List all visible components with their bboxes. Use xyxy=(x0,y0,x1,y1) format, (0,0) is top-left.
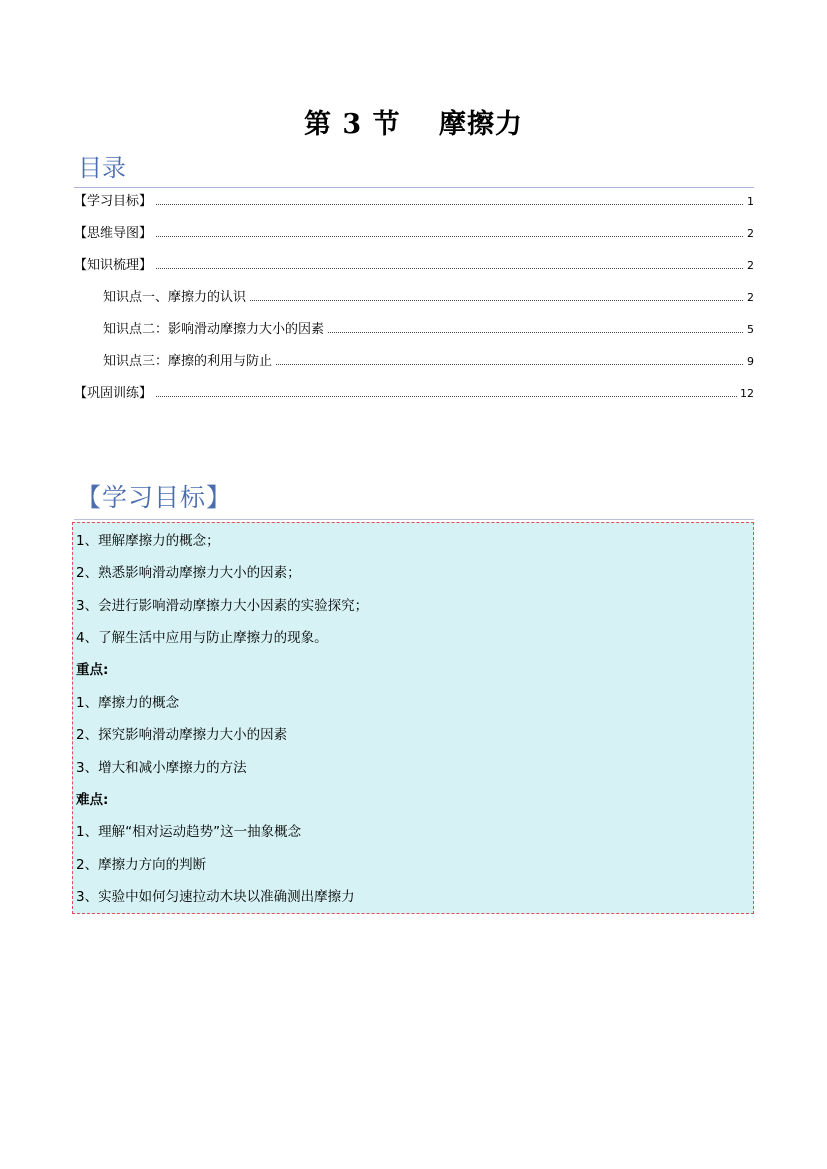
toc-page-number: 1 xyxy=(747,195,754,208)
toc-page-number: 5 xyxy=(747,323,754,336)
difficult-point-line: 2、摩擦力方向的判断 xyxy=(76,857,207,873)
toc-leader-dots xyxy=(156,190,743,205)
toc-divider xyxy=(74,187,754,188)
toc-entry-practice[interactable] xyxy=(74,382,754,402)
toc-entry-label: 【巩固训练】 xyxy=(74,386,153,401)
objective-line: 4、了解生活中应用与防止摩擦力的现象。 xyxy=(76,630,328,646)
toc-entry-mind-map[interactable] xyxy=(74,222,754,242)
toc-entry-label: 【学习目标】 xyxy=(74,194,153,209)
key-point-line: 2、探究影响滑动摩擦力大小的因素 xyxy=(76,727,288,743)
toc-entry-label: 知识点三：摩擦的利用与防止 xyxy=(103,354,273,369)
toc-page-number: 12 xyxy=(740,387,754,400)
learning-goals-box xyxy=(72,522,754,914)
toc-entry-label: 知识点二：影响滑动摩擦力大小的因素 xyxy=(103,322,325,337)
key-point-line: 3、增大和减小摩擦力的方法 xyxy=(76,760,247,776)
toc-page-number: 9 xyxy=(747,355,754,368)
page-title: 第 3 节 摩擦力 xyxy=(304,109,523,140)
objective-line: 2、熟悉影响滑动摩擦力大小的因素； xyxy=(76,565,301,581)
toc-leader-dots xyxy=(250,286,743,301)
toc-leader-dots xyxy=(276,350,743,365)
toc-entry-label: 【思维导图】 xyxy=(74,226,153,241)
toc-entry-point-1[interactable] xyxy=(103,286,754,306)
toc-entry-point-2[interactable] xyxy=(103,318,754,338)
toc-leader-dots xyxy=(156,382,737,397)
objective-line: 3、会进行影响滑动摩擦力大小因素的实验探究； xyxy=(76,598,369,614)
toc-page-number: 2 xyxy=(747,291,754,304)
toc-page-number: 2 xyxy=(747,259,754,272)
toc-entry-knowledge-review[interactable] xyxy=(74,254,754,274)
section-divider xyxy=(74,519,754,520)
toc-leader-dots xyxy=(156,254,743,269)
toc-page-number: 2 xyxy=(747,227,754,240)
toc-entry-point-3[interactable] xyxy=(103,350,754,370)
toc-entry-learning-goals[interactable] xyxy=(74,190,754,210)
difficult-points-label: 难点: xyxy=(76,792,109,808)
toc-entry-label: 【知识梳理】 xyxy=(74,258,153,273)
difficult-point-line: 1、理解“相对运动趋势”这一抽象概念 xyxy=(76,824,302,840)
learning-goals-heading: 【学习目标】 xyxy=(76,483,233,512)
difficult-point-line: 3、实验中如何匀速拉动木块以准确测出摩擦力 xyxy=(76,889,355,905)
key-points-label: 重点: xyxy=(76,662,109,678)
objective-line: 1、理解摩擦力的概念； xyxy=(76,533,220,549)
toc-leader-dots xyxy=(328,318,743,333)
toc-entry-label: 知识点一、摩擦力的认识 xyxy=(103,290,247,305)
toc-heading: 目录 xyxy=(78,154,126,182)
key-point-line: 1、摩擦力的概念 xyxy=(76,695,180,711)
toc-leader-dots xyxy=(156,222,743,237)
